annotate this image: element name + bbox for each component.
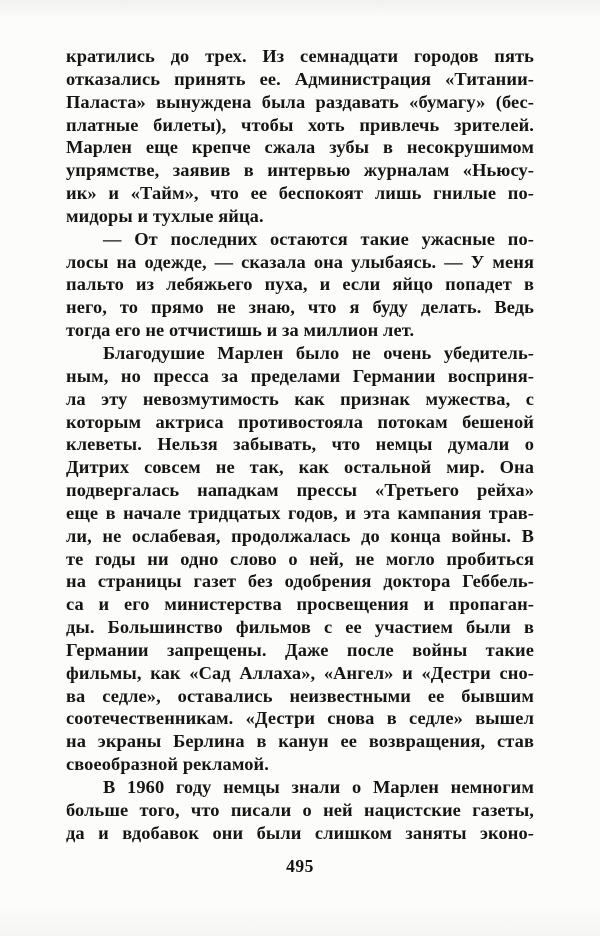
text-line: упрямстве, заявив в интервью журналам «Ньюсу- [66,160,534,181]
text-line: пальто из лебяжьего пуха, и если яйцо попадет в [66,274,534,295]
text-line: больше того, что писали о ней нацистские газеты, [66,799,534,820]
text-line: которым актриса противостояла потокам бешеной [66,411,534,432]
text-line: своеобразной рекламой. [66,754,269,775]
text-line: кратились до трех. Из семнадцати городов пять [66,46,534,66]
text-line: отказались принять ее. Администрация «Титании- [66,68,534,89]
text-line: Благодушие Марлен было не очень убедитель- [103,342,534,363]
text-line: ды. Большинство фильмов с ее участием были в [66,617,534,638]
text-block [66,45,534,845]
text-line: фильмы, как «Сад Аллаха», «Ангел» и «Дестри сно- [66,662,534,683]
text-line: него, то прямо не знаю, что я буду делать. Ведь [66,297,534,318]
text-line: соотечественникам. «Дестри снова в седле» вышел [66,708,534,729]
text-line: ли, не ослабевая, продолжалась до конца войны. В [66,525,534,546]
text-line: на экраны Берлина в канун ее возвращения, став [66,731,534,752]
text-line: са и его министерства просвещения и пропаган- [66,594,534,615]
text-line: В 1960 году немцы знали о Марлен немногим [103,777,534,797]
text-line: Дитрих совсем не так, как остальной мир. Она [66,457,534,478]
text-line: Паласта» вынуждена была раздавать «бумагу» (бес- [66,91,534,112]
paragraph [66,228,534,342]
paragraph [66,45,534,228]
text-line: Марлен еще крепче сжала зубы в несокрушимом [66,137,534,158]
page-number: 495 [286,856,314,876]
paragraph [66,776,534,845]
text-line: платные билеты), чтобы хоть привлечь зрителей. [66,114,534,135]
text-line: Германии запрещены. Даже после войны такие [66,639,534,660]
text-line: ва седле», оставались неизвестными ее бывшим [66,685,534,706]
text-line: ла эту невозмутимость как признак мужества, с [66,388,534,409]
text-line: подвергалась нападкам прессы «Третьего рейха» [66,480,534,501]
paragraph [66,342,534,776]
text-line: мидоры и тухлые яйца. [66,205,264,226]
text-line: тогда его не отчистишь и за миллион лет. [66,320,415,341]
text-line: клеветы. Нельзя забывать, что немцы думали о [66,434,534,455]
text-line: — От последних остаются такие ужасные по- [103,228,534,249]
text-line: лосы на одежде, — сказала она улыбаясь. — У меня [66,251,534,272]
text-line: ным, но пресса за пределами Германии восприня- [66,365,534,386]
text-line: на страницы газет без одобрения доктора Геббель- [66,571,534,592]
text-line: ик» и «Тайм», что ее беспокоят лишь гнилые по- [66,183,534,204]
text-line: да и вдобавок они были слишком заняты эконо- [66,822,534,843]
text-line: те годы ни одно слово о ней, не могло пробиться [66,548,534,569]
text-line: еще в начале тридцатых годов, и эта кампания трав- [66,502,534,523]
